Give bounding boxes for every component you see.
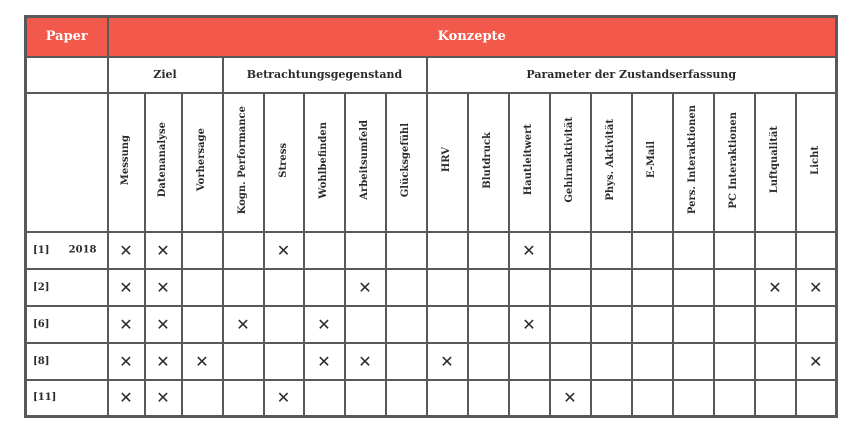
matrix-cell — [796, 232, 837, 269]
matrix-cell — [550, 306, 591, 343]
paper-cell — [26, 380, 108, 417]
column-header — [108, 93, 145, 232]
matrix-cell — [673, 343, 714, 380]
matrix-cell — [108, 269, 145, 306]
matrix-cell — [145, 380, 182, 417]
matrix-cell — [632, 306, 673, 343]
matrix-cell — [145, 232, 182, 269]
paper-cell — [26, 306, 108, 343]
column-label: Arbeitsumfeld — [359, 120, 370, 200]
column-header-row — [26, 93, 837, 232]
matrix-cell — [509, 380, 550, 417]
column-header — [509, 93, 550, 232]
matrix-cell — [386, 232, 427, 269]
matrix-cell — [182, 306, 223, 343]
column-header — [550, 93, 591, 232]
cross-mark-icon: ✕ — [119, 314, 133, 334]
cross-mark-icon: ✕ — [358, 351, 372, 371]
matrix-cell — [304, 343, 345, 380]
matrix-cell — [223, 380, 264, 417]
matrix-cell — [345, 343, 386, 380]
column-label: Gehirnaktivität — [564, 117, 575, 203]
paper-ref: [8] — [33, 355, 50, 367]
matrix-cell — [108, 306, 145, 343]
matrix-cell — [755, 343, 796, 380]
paper-ref: [11] — [33, 392, 57, 404]
matrix-cell — [223, 269, 264, 306]
matrix-cell — [145, 306, 182, 343]
matrix-cell — [304, 269, 345, 306]
matrix-cell — [386, 380, 427, 417]
cross-mark-icon: ✕ — [195, 351, 209, 371]
matrix-cell — [714, 380, 755, 417]
paper-ref: [6] — [33, 318, 50, 330]
column-label: PC Interaktionen — [728, 111, 739, 209]
matrix-cell — [468, 306, 509, 343]
matrix-cell — [145, 343, 182, 380]
concept-table — [24, 15, 838, 418]
matrix-cell — [427, 343, 468, 380]
cross-mark-icon: ✕ — [276, 388, 291, 408]
cross-mark-icon: ✕ — [522, 240, 536, 260]
matrix-cell — [796, 380, 837, 417]
matrix-cell — [632, 232, 673, 269]
column-label: Hautleitwert — [523, 124, 534, 196]
matrix-cell — [796, 306, 837, 343]
paper-year: 2018 — [68, 244, 97, 256]
column-header — [673, 93, 714, 232]
cross-mark-icon: ✕ — [156, 388, 170, 408]
cross-mark-icon: ✕ — [119, 240, 133, 260]
matrix-cell — [304, 306, 345, 343]
matrix-cell — [427, 380, 468, 417]
matrix-cell — [591, 232, 632, 269]
matrix-cell — [182, 269, 223, 306]
matrix-cell — [673, 232, 714, 269]
matrix-cell — [755, 306, 796, 343]
column-label: Phys. Aktivität — [605, 119, 616, 201]
cross-mark-icon: ✕ — [768, 277, 782, 297]
matrix-cell — [755, 269, 796, 306]
column-label: Glücksgefühl — [400, 122, 411, 198]
cross-mark-icon: ✕ — [236, 314, 250, 334]
matrix-cell — [386, 306, 427, 343]
cross-mark-icon: ✕ — [440, 351, 454, 371]
matrix-cell — [632, 380, 673, 417]
column-label: Blutdruck — [482, 131, 493, 189]
matrix-cell — [591, 343, 632, 380]
matrix-cell — [264, 380, 304, 417]
cross-mark-icon: ✕ — [119, 277, 133, 297]
column-header — [223, 93, 264, 232]
cross-mark-icon: ✕ — [156, 314, 170, 334]
matrix-cell — [796, 269, 837, 306]
matrix-cell — [673, 306, 714, 343]
column-header — [591, 93, 632, 232]
matrix-cell — [223, 306, 264, 343]
matrix-cell — [304, 380, 345, 417]
matrix-cell — [714, 306, 755, 343]
matrix-cell — [345, 269, 386, 306]
table-row — [26, 232, 837, 269]
matrix-cell — [509, 343, 550, 380]
matrix-cell — [427, 269, 468, 306]
paper-header: Paper — [26, 17, 108, 57]
column-header — [345, 93, 386, 232]
matrix-cell — [468, 380, 509, 417]
table-row — [26, 380, 837, 417]
matrix-cell — [182, 343, 223, 380]
matrix-cell — [223, 232, 264, 269]
group-header: Betrachtungsgegenstand — [223, 57, 427, 93]
column-label: Vorhersage — [196, 128, 207, 192]
matrix-cell — [264, 269, 304, 306]
matrix-cell — [550, 380, 591, 417]
matrix-cell — [386, 343, 427, 380]
matrix-cell — [509, 306, 550, 343]
column-header — [796, 93, 837, 232]
matrix-cell — [632, 343, 673, 380]
matrix-cell — [108, 380, 145, 417]
cross-mark-icon: ✕ — [156, 351, 170, 371]
matrix-cell — [468, 269, 509, 306]
matrix-cell — [755, 380, 796, 417]
concepts-header: Konzepte — [108, 17, 837, 57]
cross-mark-icon: ✕ — [156, 277, 170, 297]
column-header — [145, 93, 182, 232]
matrix-cell — [182, 380, 223, 417]
column-label: HRV — [441, 147, 452, 173]
group-header: Parameter der Zustandserfassung — [427, 57, 837, 93]
matrix-cell — [468, 343, 509, 380]
table-row — [26, 343, 837, 380]
matrix-cell — [427, 306, 468, 343]
column-label: E-Mail — [646, 141, 657, 179]
column-header — [714, 93, 755, 232]
cross-mark-icon: ✕ — [809, 277, 823, 297]
matrix-cell — [386, 269, 427, 306]
matrix-cell — [223, 343, 264, 380]
cross-mark-icon: ✕ — [276, 240, 291, 260]
column-label: Datenanalyse — [157, 122, 168, 198]
cross-mark-icon: ✕ — [809, 351, 823, 371]
column-label: Messung — [120, 134, 131, 186]
column-header — [755, 93, 796, 232]
paper-ref: [2] — [33, 281, 50, 293]
paper-ref: [1] — [33, 244, 50, 256]
column-header — [304, 93, 345, 232]
matrix-cell — [714, 343, 755, 380]
column-label: Pers. Interaktionen — [687, 105, 698, 215]
matrix-cell — [108, 343, 145, 380]
matrix-cell — [264, 306, 304, 343]
matrix-cell — [182, 232, 223, 269]
matrix-cell — [427, 232, 468, 269]
column-header — [264, 93, 304, 232]
cross-mark-icon: ✕ — [563, 388, 577, 408]
matrix-cell — [468, 232, 509, 269]
matrix-cell — [304, 232, 345, 269]
column-label: Kogn. Performance — [237, 105, 248, 215]
table-row — [26, 306, 837, 343]
matrix-cell — [345, 380, 386, 417]
matrix-cell — [550, 232, 591, 269]
cross-mark-icon: ✕ — [317, 351, 331, 371]
concept-matrix — [24, 15, 838, 418]
group-header: Ziel — [108, 57, 223, 93]
matrix-cell — [673, 269, 714, 306]
paper-cell — [26, 269, 108, 306]
matrix-cell — [108, 232, 145, 269]
cross-mark-icon: ✕ — [317, 314, 331, 334]
matrix-cell — [796, 343, 837, 380]
column-header — [182, 93, 223, 232]
paper-cell — [26, 232, 108, 269]
matrix-cell — [550, 343, 591, 380]
column-header — [468, 93, 509, 232]
matrix-cell — [673, 380, 714, 417]
table-row — [26, 269, 837, 306]
column-header — [386, 93, 427, 232]
group-row — [26, 57, 837, 93]
matrix-cell — [591, 380, 632, 417]
column-label: Licht — [809, 145, 821, 175]
cross-mark-icon: ✕ — [358, 277, 372, 297]
matrix-cell — [345, 306, 386, 343]
matrix-cell — [145, 269, 182, 306]
matrix-cell — [714, 232, 755, 269]
group-spacer — [26, 57, 108, 93]
matrix-cell — [264, 232, 304, 269]
matrix-cell — [550, 269, 591, 306]
column-label: Stress — [277, 142, 289, 178]
column-header — [427, 93, 468, 232]
column-spacer — [26, 93, 108, 232]
matrix-cell — [264, 343, 304, 380]
cross-mark-icon: ✕ — [156, 240, 170, 260]
matrix-cell — [755, 232, 796, 269]
matrix-cell — [632, 269, 673, 306]
matrix-cell — [509, 269, 550, 306]
column-label: Luftqualität — [769, 126, 780, 194]
column-header — [632, 93, 673, 232]
cross-mark-icon: ✕ — [119, 388, 133, 408]
cross-mark-icon: ✕ — [119, 351, 133, 371]
cross-mark-icon: ✕ — [522, 314, 536, 334]
matrix-cell — [714, 269, 755, 306]
matrix-cell — [509, 232, 550, 269]
matrix-cell — [345, 232, 386, 269]
column-label: Wohlbefinden — [318, 121, 329, 199]
paper-cell — [26, 343, 108, 380]
header-row — [26, 17, 837, 57]
matrix-cell — [591, 306, 632, 343]
matrix-cell — [591, 269, 632, 306]
